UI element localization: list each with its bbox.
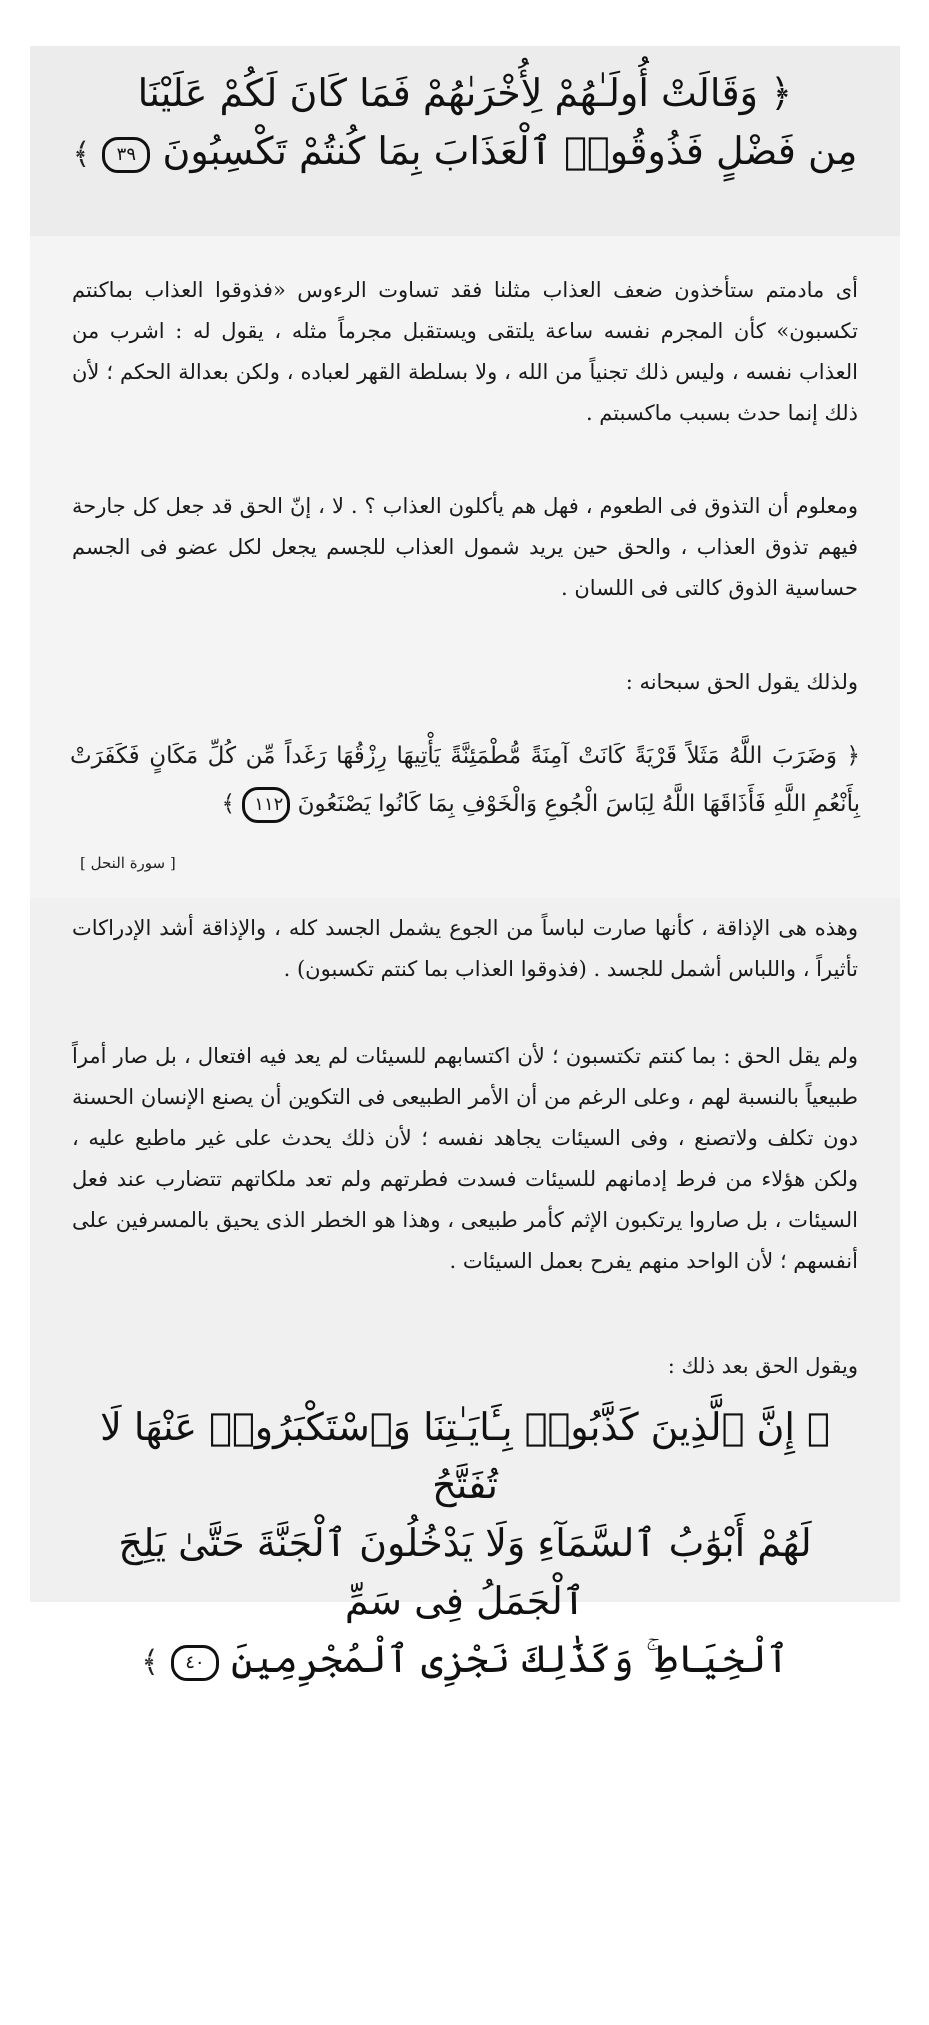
top-verse-line-2 <box>70 122 860 184</box>
verse-close-ornament: ﴾ <box>72 137 91 172</box>
scanned-page <box>30 46 900 1681</box>
bottom-verse-line-3 <box>70 1630 860 1692</box>
commentary-paragraph-1: أى مادمتم ستأخذون ضعف العذاب مثلنا فقد تساوت الرءوس «فذوقوا العذاب بماكنتم تكسبون» كأن المجرم نفسه ساعة يلتقى ويستقبل مجرماً مثله ، يقول له : اشرب من العذاب نفسه ، وليس ذلك تجنياً من الله ، ولا بسلطة القهر لعباده ، ولكن بعدالة الحكم ؛ لأن ذلك إنما حدث بسبب ماكسبتم . <box>72 278 858 425</box>
commentary-paragraph-2: ومعلوم أن التذوق فى الطعوم ، فهل هم يأكلون العذاب ؟ . لا ، إنّ الحق قد جعل كل جارحة فيهم تذوق العذاب ، والحق حين يريد شمول العذاب للجسم يجعل لكل عضو فى الجسم حساسية الذوق كالتى فى اللسان . <box>72 494 858 600</box>
top-verse-line-2-text: مِن فَضْلٍ فَذُوقُوا۟ ٱلْعَذَابَ بِمَا كُنتُمْ تَكْسِبُونَ <box>162 129 858 173</box>
quote-close-bracket: ﴾ <box>221 791 235 817</box>
bottom-verse-close-ornament: ﴾ <box>141 1645 159 1680</box>
bottom-verse <box>70 1398 860 1692</box>
top-verse-line-1: ﴿ وَقَالَتْ أُولَـٰهُمْ لِأُخْرَىٰهُمْ فَمَا كَانَ لَكُمْ عَلَيْنَا <box>137 71 793 115</box>
bottom-verse-line-2: لَهُمْ أَبْوَٰبُ ٱلسَّمَآءِ وَلَا يَدْخُلُونَ ٱلْجَنَّةَ حَتَّىٰ يَلِجَ ٱلْجَمَلُ فِى سَمِّ <box>118 1521 812 1623</box>
quote-ayah-number-badge: ١١٢ <box>242 787 290 823</box>
commentary-paragraph-4: ولم يقل الحق : بما كنتم تكتسبون ؛ لأن اكتسابهم للسيئات لم يعد فيه افتعال ، بل صار أمراً طبيعياً بالنسبة لهم ، وعلى الرغم من أن الأمر الطبيعى فى التكوين أن يصنع الإنسان الحسنة دون تكلف ولاتصنع ، وفى السيئات يجاهد نفسه ؛ لأن ذلك يحدث على غير ماطبع عليه ، ولكن هؤلاء من فرط إدمانهم للسيئات فسدت فطرتهم ولم تعد ملكاتهم تتضارب عند فعل السيئات ، بل صاروا يرتكبون الإثم كأمر طبيعى ، وهذا هو الخطر الذى يحيق بالمسرفين على أنفسهم ؛ لأن الواحد منهم يفرح بعمل السيئات . <box>72 1044 859 1273</box>
bottom-verse-line-3-text: ٱلْخِيَاطِ ۚ وَكَذَٰلِكَ نَجْزِى ٱلْمُجْرِمِينَ <box>230 1637 789 1681</box>
commentary-paragraph-3: وهذه هى الإذاقة ، كأنها صارت لباساً من الجوع يشمل الجسد كله ، والإذاقة أشد الإدراكات تأثيراً ، واللباس أشمل للجسد . (فذوقوا العذاب بما كنتم تكسبون) . <box>72 916 858 981</box>
top-verse <box>70 64 860 184</box>
surah-reference: [ سورة النحل ] <box>80 854 176 872</box>
quote-nahl-text: ﴿ وَضَرَبَ اللَّهُ مَثَلاً قَرْيَةً كَانَتْ آمِنَةً مُّطْمَئِنَّةً يَأْتِيهَا رِزْقُهَا رَغَداً مِّن كُلِّ مَكَانٍ فَكَفَرَتْ بِأَنْعُمِ اللَّهِ فَأَذَاقَهَا اللَّهُ لِبَاسَ الْجُوعِ وَالْخَوْفِ بِمَا كَانُوا يَصْنَعُونَ <box>70 743 860 817</box>
bottom-verse-line-1: ﴿ إِنَّ ٱلَّذِينَ كَذَّبُوا۟ بِـَٔايَـٰتِنَا وَٱسْتَكْبَرُوا۟ عَنْهَا لَا تُفَتَّحُ <box>100 1405 830 1507</box>
bottom-ayah-number-badge: ٤٠ <box>171 1645 219 1681</box>
commentary-lead-in-1: ولذلك يقول الحق سبحانه : <box>625 670 858 694</box>
ayah-number-badge: ٣٩ <box>102 137 150 173</box>
commentary-lead-in-2: ويقول الحق بعد ذلك : <box>667 1354 858 1378</box>
quran-quote-nahl <box>70 732 860 828</box>
